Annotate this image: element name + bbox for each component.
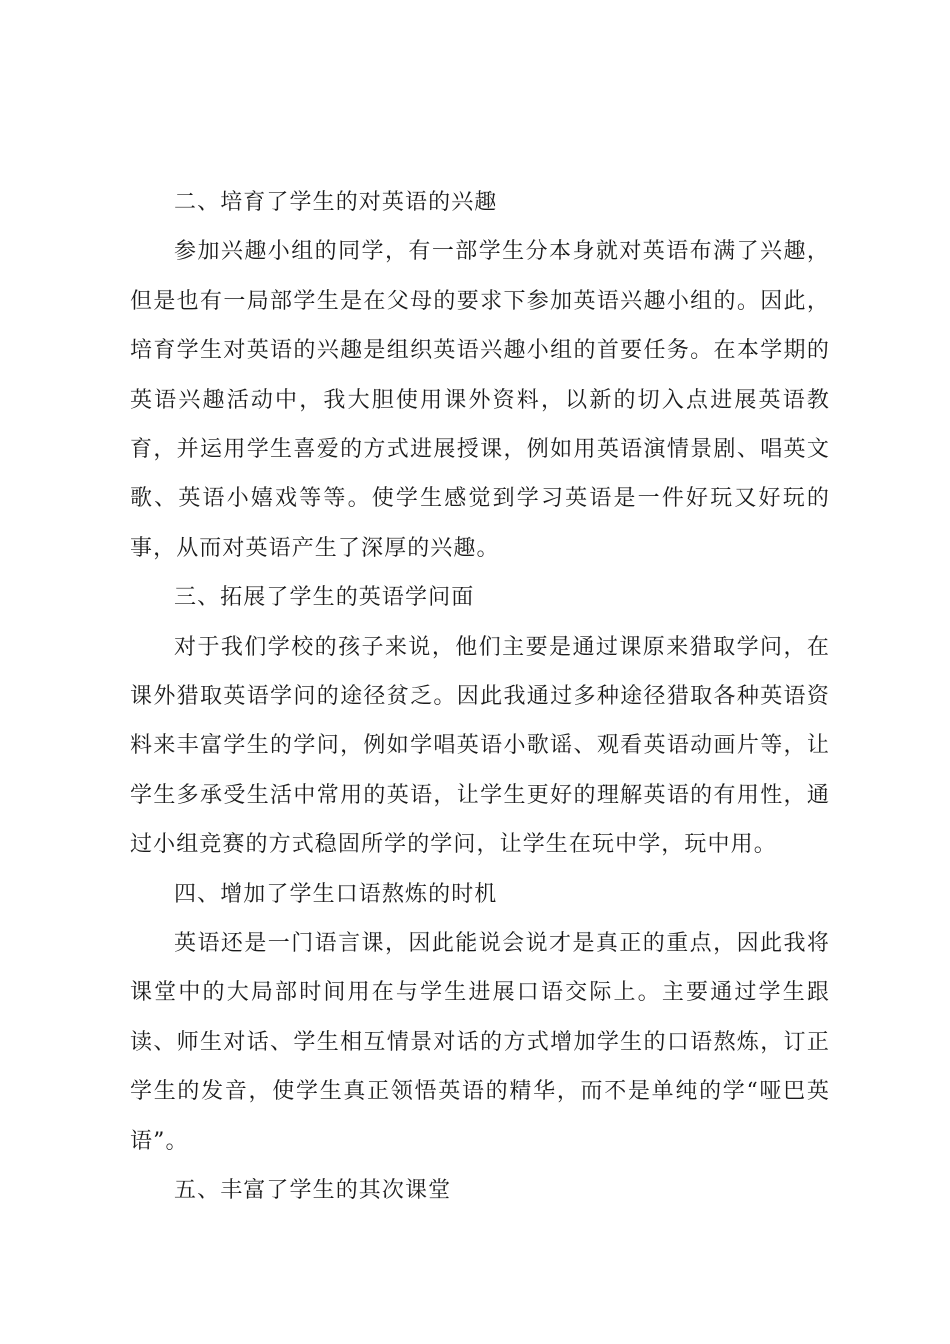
section-heading-4: 四、增加了学生口语熬炼的时机 (174, 881, 498, 907)
section-heading-2: 二、培育了学生的对英语的兴趣 (174, 190, 498, 215)
section-heading-5: 五、丰富了学生的其次课堂 (174, 1178, 452, 1204)
document-body (130, 178, 830, 1215)
section-paragraph-3: 对于我们学校的孩子来说，他们主要是通过课原来猎取学问，在课外猎取英语学问的途径贫乏。因此我通过多种途径猎取各种英语资料来丰富学生的学问，例如学唱英语小歌谣、观看英语动画片等，让学生多承受生活中常用的英语，让学生更好的理解英语的有用性，通过小组竞赛的方式稳固所学的学问，让学生在玩中学，玩中用。 (130, 634, 830, 858)
section-paragraph-2: 参加兴趣小组的同学，有一部学生分本身就对英语布满了兴趣，但是也有一局部学生是在父母的要求下参加英语兴趣小组的。因此，培育学生对英语的兴趣是组织英语兴趣小组的首要任务。在本学期的英语兴趣活动中，我大胆使用课外资料，以新的切入点进展英语教育，并运用学生喜爱的方式进展授课，例如用英语演情景剧、唱英文歌、英语小嬉戏等等。使学生感觉到学习英语是一件好玩又好玩的事，从而对英语产生了深厚的兴趣。 (130, 239, 830, 561)
section-heading-3: 三、拓展了学生的英语学问面 (174, 585, 475, 611)
section-paragraph-4: 英语还是一门语言课，因此能说会说才是真正的重点，因此我将课堂中的大局部时间用在与学生进展口语交际上。主要通过学生跟读、师生对话、学生相互情景对话的方式增加学生的口语熬炼，订正学生的发音，使学生真正领悟英语的精华，而不是单纯的学“哑巴英语”。 (130, 931, 830, 1154)
